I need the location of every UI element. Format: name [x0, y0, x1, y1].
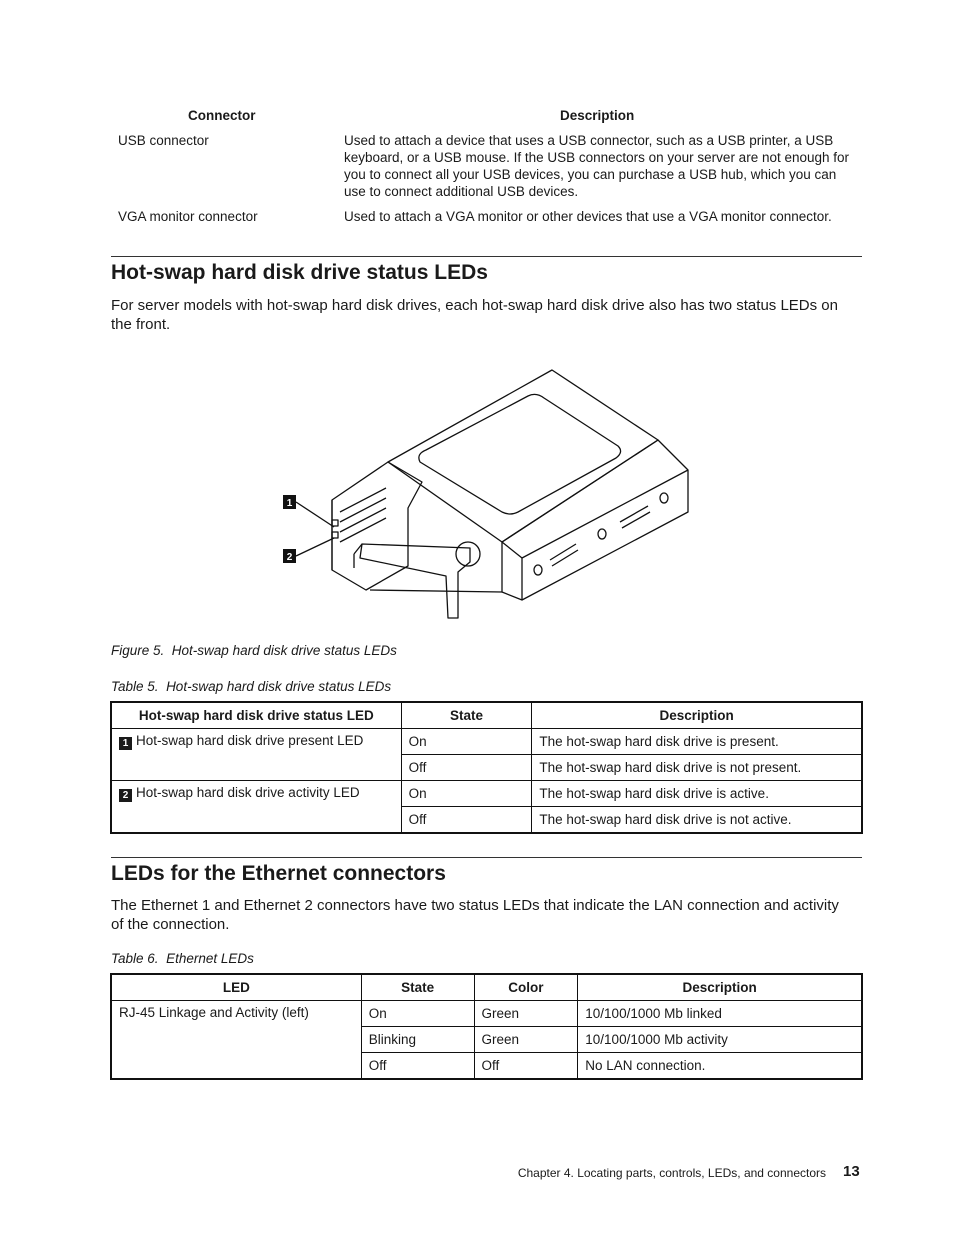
color-cell: Green [474, 1027, 578, 1053]
state-cell: Off [401, 807, 532, 834]
column-header: Color [474, 974, 578, 1001]
table-row [111, 1001, 862, 1027]
connector-description: Used to attach a VGA monitor or other devices that use a VGA monitor connector. [344, 209, 832, 224]
section-title-hot-swap-leds: Hot-swap hard disk drive status LEDs [111, 261, 488, 284]
column-header: LED [111, 974, 361, 1001]
description-header: Description [560, 108, 635, 123]
table-header-row [111, 974, 862, 1001]
description-cell: 10/100/1000 Mb linked [578, 1001, 862, 1027]
hot-swap-led-table [110, 701, 863, 834]
figure-caption-text: Hot-swap hard disk drive status LEDs [171, 643, 397, 658]
column-header: Description [532, 702, 862, 729]
ethernet-led-table [110, 973, 863, 1080]
section-divider [111, 256, 862, 257]
footer-chapter: Chapter 4. Locating parts, controls, LEDs, and connectors [517, 1166, 826, 1180]
state-cell: Blinking [361, 1027, 474, 1053]
section-intro: The Ethernet 1 and Ethernet 2 connectors have two status LEDs that indicate the LAN connection and activity of the connection. [111, 897, 839, 933]
connector-name: VGA monitor connector [118, 209, 258, 224]
led-name-cell [111, 729, 401, 781]
table-header-row [111, 702, 862, 729]
led-name-cell [111, 781, 401, 834]
state-cell: On [401, 781, 532, 807]
table-caption-text: Ethernet LEDs [166, 951, 254, 966]
connector-header: Connector [188, 108, 256, 123]
figure-caption-label: Figure 5. [111, 643, 165, 658]
state-cell: Off [361, 1053, 474, 1080]
section-intro: For server models with hot-swap hard disk drives, each hot-swap hard disk drive also has two status LEDs on the front. [111, 297, 838, 333]
table-caption-label: Table 6. [111, 951, 159, 966]
table-row [111, 729, 862, 755]
color-cell: Off [474, 1053, 578, 1080]
callout-badge: 2 [119, 789, 132, 802]
connector-name: USB connector [118, 133, 209, 148]
state-cell: On [361, 1001, 474, 1027]
table-5-caption [111, 679, 391, 694]
description-cell: No LAN connection. [578, 1053, 862, 1080]
state-cell: On [401, 729, 532, 755]
callout-2-label: 2 [286, 552, 293, 563]
description-cell: The hot-swap hard disk drive is present. [532, 729, 862, 755]
column-header: Hot-swap hard disk drive status LED [111, 702, 401, 729]
table-row [111, 781, 862, 807]
table-caption-label: Table 5. [111, 679, 159, 694]
column-header: State [361, 974, 474, 1001]
section-title-ethernet-leds: LEDs for the Ethernet connectors [111, 862, 446, 885]
hot-swap-drive-illustration [270, 362, 700, 626]
description-cell: The hot-swap hard disk drive is not active. [532, 807, 862, 834]
description-cell: 10/100/1000 Mb activity [578, 1027, 862, 1053]
state-cell: Off [401, 755, 532, 781]
figure-caption [111, 643, 397, 658]
table-caption-text: Hot-swap hard disk drive status LEDs [166, 679, 392, 694]
connector-description: Used to attach a device that uses a USB connector, such as a USB printer, a USB keyboard, or a USB mouse. If the USB connectors on your server are not enough for you to connect all your USB devices, you can purchase a USB hub, which you can use to connect additional USB devices. [344, 133, 850, 199]
description-cell: The hot-swap hard disk drive is active. [532, 781, 862, 807]
page-number: 13 [843, 1163, 860, 1180]
section-divider [111, 857, 862, 858]
callout-badge: 1 [119, 737, 132, 750]
led-name: Hot-swap hard disk drive present LED [136, 733, 364, 748]
column-header: State [401, 702, 532, 729]
color-cell: Green [474, 1001, 578, 1027]
led-name: Hot-swap hard disk drive activity LED [136, 785, 360, 800]
column-header: Description [578, 974, 862, 1001]
table-6-caption [111, 951, 254, 966]
description-cell: The hot-swap hard disk drive is not present. [532, 755, 862, 781]
led-name-cell: RJ-45 Linkage and Activity (left) [111, 1001, 361, 1080]
callout-1-label: 1 [286, 498, 293, 509]
